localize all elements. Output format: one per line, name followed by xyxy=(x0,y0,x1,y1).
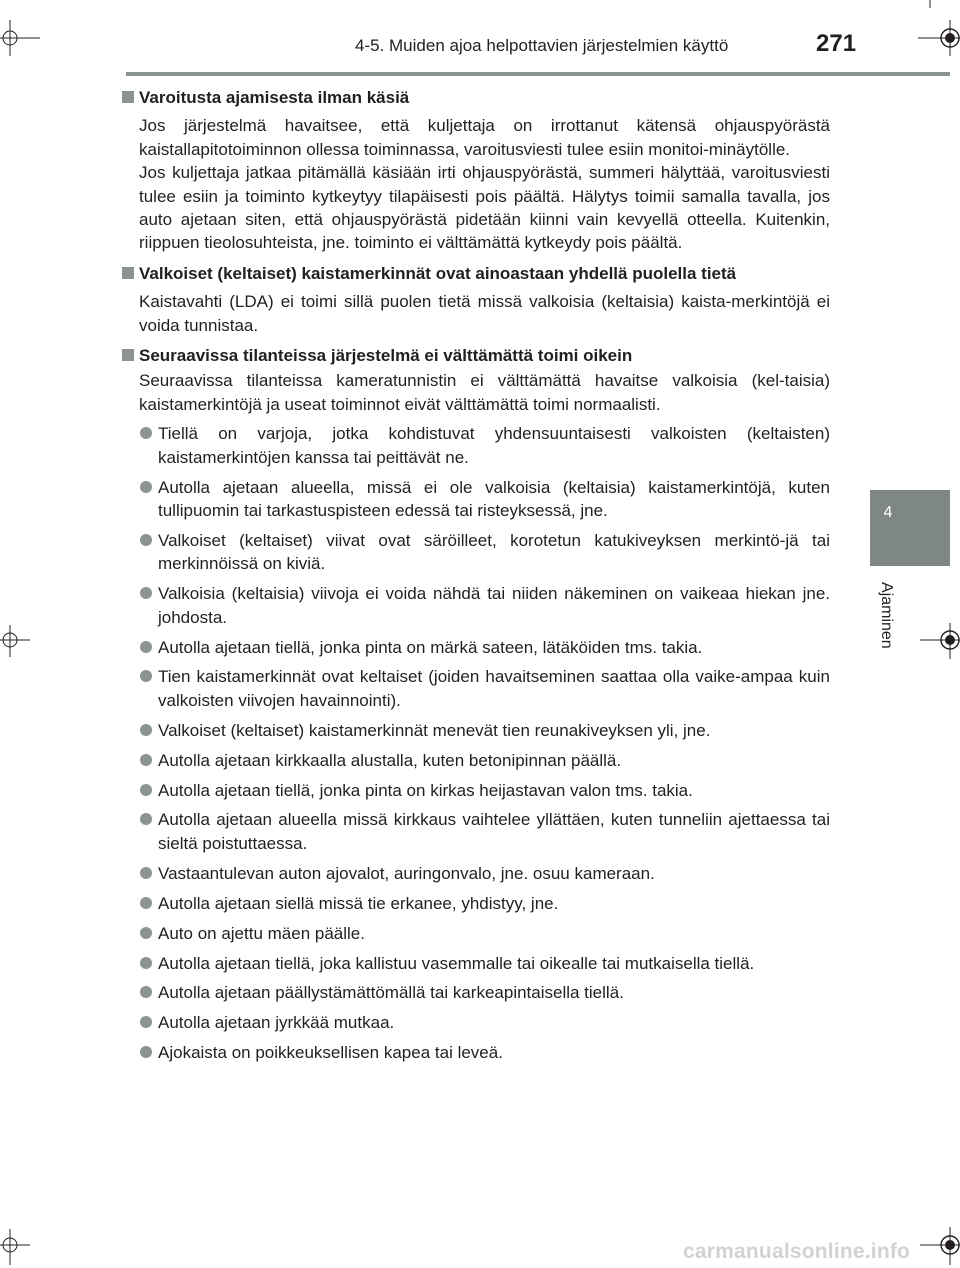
round-bullet-icon xyxy=(140,957,152,969)
list-item-text: Tien kaistamerkinnät ovat keltaiset (joiden havaitseminen saattaa olla vaike-ampaa kuin valkoisten viivojen havainnointi). xyxy=(158,667,830,710)
section-heading-text: Seuraavissa tilanteissa järjestelmä ei välttämättä toimi oikein xyxy=(139,346,633,366)
list-item-text: Ajokaista on poikkeuksellisen kapea tai leveä. xyxy=(158,1043,503,1063)
list-item-text: Auto on ajettu mäen päälle. xyxy=(158,923,365,943)
paragraph-text: Jos järjestelmä havaitsee, että kuljettaja on irrottanut kätensä ohjauspyörästä kaistallapitotoiminnon ollessa toiminnassa, varoitusviesti tulee esiin monitoi-minäytölle. xyxy=(139,116,830,159)
round-bullet-icon xyxy=(140,670,152,682)
list-item xyxy=(139,892,830,915)
list-item-text: Autolla ajetaan päällystämättömällä tai karkeapintaisella tiellä. xyxy=(158,983,624,1003)
section-one-side-markings xyxy=(122,262,830,337)
section-hands-off-warning xyxy=(122,86,830,255)
list-item xyxy=(139,952,830,975)
section-heading xyxy=(122,86,830,109)
list-item xyxy=(139,779,830,802)
paragraph xyxy=(139,369,830,416)
list-item xyxy=(139,529,830,576)
section-heading-text: Varoitusta ajamisesta ilman käsiä xyxy=(139,88,410,107)
paragraph xyxy=(139,290,830,337)
square-bullet-icon xyxy=(122,267,134,279)
section-heading xyxy=(122,344,830,367)
list-item xyxy=(139,719,830,742)
square-bullet-icon xyxy=(122,91,134,103)
list-item-text: Autolla ajetaan tiellä, jonka pinta on märkä sateen, lätäköiden tms. takia. xyxy=(158,637,703,657)
round-bullet-icon xyxy=(140,724,152,736)
round-bullet-icon xyxy=(140,813,152,825)
list-item-text: Autolla ajetaan jyrkkää mutkaa. xyxy=(158,1013,395,1033)
chapter-tab-label xyxy=(875,582,903,702)
watermark: carmanualsonline.info xyxy=(683,1240,911,1263)
section-malfunction-conditions xyxy=(122,344,830,1065)
round-bullet-icon xyxy=(140,1046,152,1058)
chapter-tab-number: 4 xyxy=(883,504,893,521)
list-item xyxy=(139,582,830,629)
list-item-text: Autolla ajetaan kirkkaalla alustalla, kuten betonipinnan päällä. xyxy=(158,750,622,770)
square-bullet-icon xyxy=(122,349,134,361)
list-item xyxy=(139,636,830,659)
chapter-tab-label-text: Ajaminen xyxy=(878,582,895,649)
list-item-text: Valkoisia (keltaisia) viivoja ei voida nähdä tai niiden näkeminen on vaikeaa hiekan jne. johdosta. xyxy=(158,584,830,627)
round-bullet-icon xyxy=(140,867,152,879)
round-bullet-icon xyxy=(140,927,152,939)
list-item-text: Autolla ajetaan alueella, missä ei ole valkoisia (keltaisia) kaistamerkintöjä, kuten tullipuomin tai tarkastuspisteen edessä tai risteyksessä, jne. xyxy=(158,477,830,520)
paragraph-text: Seuraavissa tilanteissa kameratunnistin ei välttämättä havaitse valkoisia (kel-taisia) kaistamerkintöjä ja useat toiminnot eivät välttämättä toimi normaalisti. xyxy=(139,371,830,414)
round-bullet-icon xyxy=(140,897,152,909)
round-bullet-icon xyxy=(140,784,152,796)
list-item-text: Valkoiset (keltaiset) viivat ovat säröilleet, korotetun katukiveyksen merkintö-jä tai merkinnöissä on kiviä. xyxy=(158,530,830,574)
round-bullet-icon xyxy=(140,587,152,599)
header-rule xyxy=(126,72,950,76)
list-item-text: Autolla ajetaan tiellä, jonka pinta on kirkas heijastavan valon tms. takia. xyxy=(158,780,693,800)
round-bullet-icon xyxy=(140,1016,152,1028)
list-item xyxy=(139,808,830,855)
crop-mark-mid-left xyxy=(0,615,40,665)
round-bullet-icon xyxy=(140,481,152,493)
crop-mark-mid-right xyxy=(920,615,960,665)
running-header-title: 4-5. Muiden ajoa helpottavien järjestelmien käyttö xyxy=(355,36,729,55)
list-item-text: Valkoiset (keltaiset) kaistamerkinnät menevät tien reunakiveyksen yli, jne. xyxy=(158,720,711,740)
list-item xyxy=(139,981,830,1004)
list-item-text: Vastaantulevan auton ajovalot, auringonvalo, jne. osuu kameraan. xyxy=(158,863,655,883)
list-item xyxy=(139,922,830,945)
round-bullet-icon xyxy=(140,754,152,766)
round-bullet-icon xyxy=(140,641,152,653)
list-item xyxy=(139,476,830,523)
chapter-tab xyxy=(870,490,950,566)
condition-list xyxy=(139,422,830,1064)
round-bullet-icon xyxy=(140,986,152,998)
crop-mark-top-left xyxy=(0,0,60,60)
paragraph-text: Jos kuljettaja jatkaa pitämällä käsiään irti ohjauspyörästä, summeri hälyttää, varoitusviesti tulee esiin ja toiminto kytkeytyy tilapäisesti pois päältä. Hälytys toimii samalla tavalla, jos auto ajetaan siten, että ohjauspyörästä pidetään kiinni vain kevyellä otteella. Kuitenkin, riippuen tieolosuhteista, jne. toiminto ei välttämättä kytkeydy pois päältä. xyxy=(139,163,830,253)
list-item-text: Autolla ajetaan siellä missä tie erkanee, yhdistyy, jne. xyxy=(158,893,559,913)
list-item xyxy=(139,749,830,772)
crop-mark-top-right xyxy=(910,0,960,60)
paragraph xyxy=(139,114,830,254)
page-number: 271 xyxy=(816,30,857,57)
crop-mark-bottom-left xyxy=(0,1215,40,1268)
list-item xyxy=(139,1041,830,1064)
list-item-text: Autolla ajetaan alueella missä kirkkaus vaihtelee yllättäen, kuten tunneliin ajettaessa tai sieltä poistuttaessa. xyxy=(158,810,830,853)
section-heading xyxy=(122,262,830,285)
section-heading-text: Valkoiset (keltaiset) kaistamerkinnät ovat ainoastaan yhdellä puolella tietä xyxy=(139,263,737,283)
round-bullet-icon xyxy=(140,427,152,439)
paragraph-text: Kaistavahti (LDA) ei toimi sillä puolen tietä missä valkoisia (keltaisia) kaista-merkintöjä ei voida tunnistaa. xyxy=(139,292,830,335)
list-item xyxy=(139,862,830,885)
list-item xyxy=(139,665,830,712)
crop-mark-bottom-right xyxy=(920,1215,960,1268)
round-bullet-icon xyxy=(140,534,152,546)
list-item-text: Tiellä on varjoja, jotka kohdistuvat yhdensuuntaisesti valkoisten (keltaisten) kaistamerkintöjen kanssa tai peittävät ne. xyxy=(158,424,830,467)
list-item xyxy=(139,422,830,469)
list-item xyxy=(139,1011,830,1034)
main-content xyxy=(122,86,830,1072)
list-item-text: Autolla ajetaan tiellä, joka kallistuu vasemmalle tai oikealle tai mutkaisella tiellä. xyxy=(158,953,755,973)
